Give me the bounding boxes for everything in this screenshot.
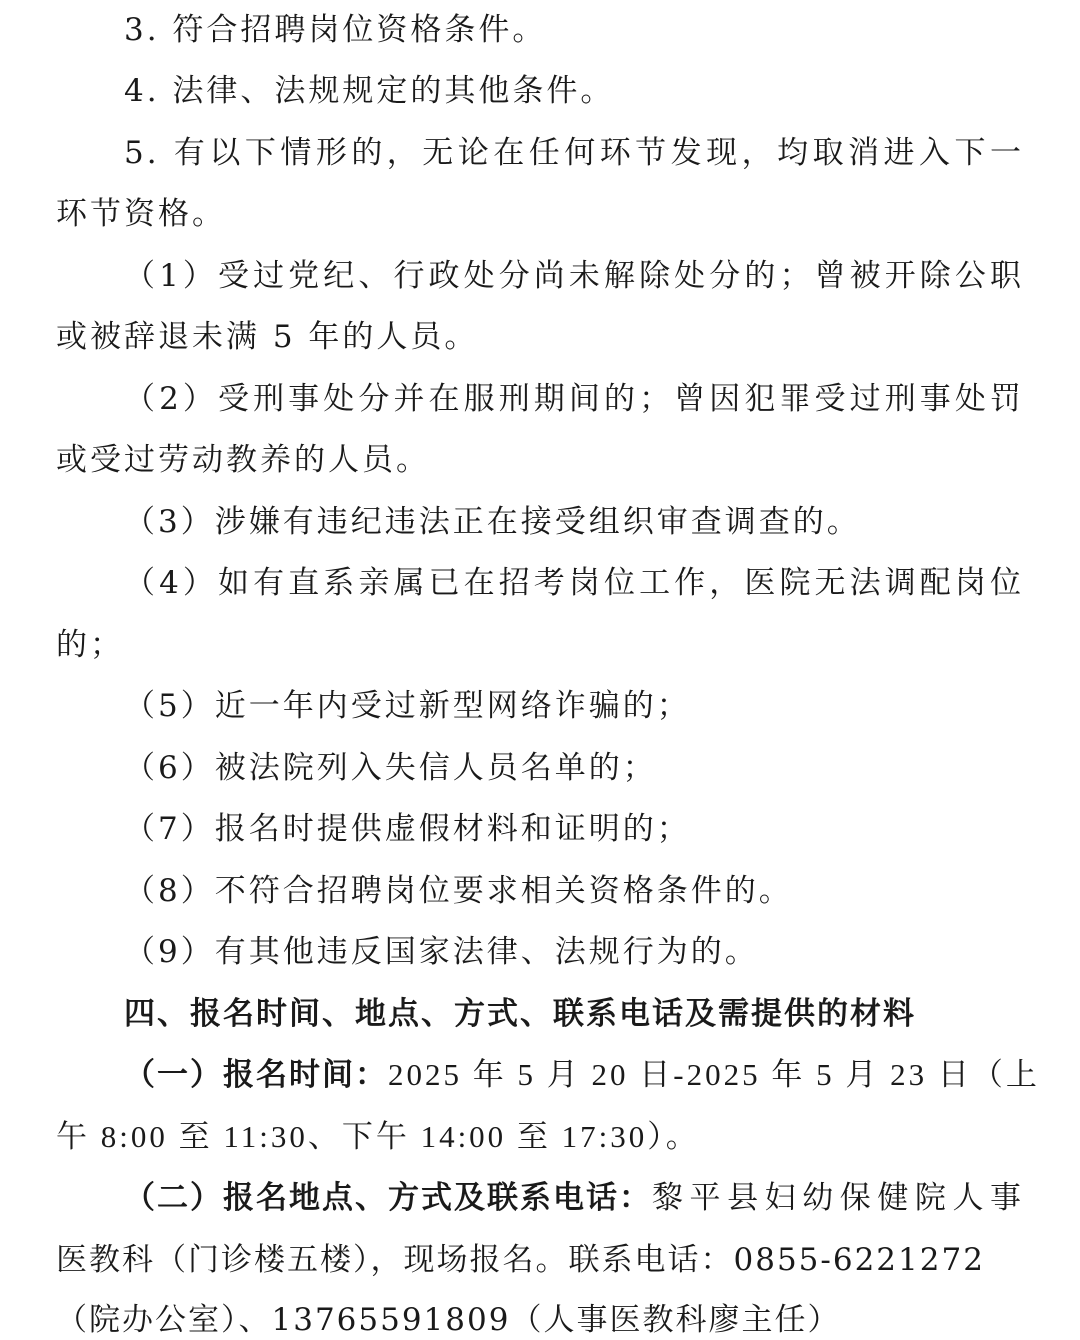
registration-place-line1 (124, 1178, 1024, 1218)
registration-time-line2: 午 8:00 至 11:30、下午 14:00 至 17:30）。 (56, 1119, 700, 1154)
exclusion-item-5: （5）近一年内受过新型网络诈骗的； (124, 688, 691, 724)
registration-time-label: （一）报名时间： (124, 1057, 388, 1093)
condition-item-3: 3. 符合招聘岗位资格条件。 (124, 12, 547, 48)
exclusion-item-4-line2: 的； (56, 627, 124, 663)
condition-item-5-line1: 5. 有以下情形的，无论在任何环节发现，均取消进入下一 (124, 135, 1024, 171)
registration-place-value: 黎平县妇幼保健院人事 (652, 1180, 1024, 1216)
registration-time-line1 (124, 1055, 1040, 1095)
exclusion-item-3: （3）涉嫌有违纪违法正在接受组织审查调查的。 (124, 504, 861, 540)
registration-place-label: （二）报名地点、方式及联系电话： (124, 1180, 652, 1216)
section-4-heading: 四、报名时间、地点、方式、联系电话及需提供的材料 (124, 996, 916, 1032)
exclusion-item-4-line1: （4）如有直系亲属已在招考岗位工作，医院无法调配岗位 (124, 565, 1024, 601)
condition-item-5-line2: 环节资格。 (56, 196, 226, 232)
exclusion-item-6: （6）被法院列入失信人员名单的； (124, 750, 657, 786)
exclusion-item-8: （8）不符合招聘岗位要求相关资格条件的。 (124, 873, 793, 909)
exclusion-item-2-line2: 或受过劳动教养的人员。 (56, 442, 430, 478)
exclusion-item-1-line2: 或被辞退未满 5 年的人员。 (56, 319, 479, 355)
exclusion-item-7: （7）报名时提供虚假材料和证明的； (124, 811, 691, 847)
exclusion-item-2-line1: （2）受刑事处分并在服刑期间的；曾因犯罪受过刑事处罚 (124, 381, 1024, 417)
registration-place-line2: 医教科（门诊楼五楼），现场报名。联系电话：0855-6221272 (56, 1242, 985, 1278)
exclusion-item-9: （9）有其他违反国家法律、法规行为的。 (124, 934, 759, 970)
exclusion-item-1-line1: （1）受过党纪、行政处分尚未解除处分的；曾被开除公职 (124, 258, 1024, 294)
registration-time-value: 2025 年 5 月 20 日-2025 年 5 月 23 日（上 (388, 1057, 1040, 1092)
registration-place-line3: （院办公室）、13765591809（人事医教科廖主任） (56, 1302, 841, 1338)
condition-item-4: 4. 法律、法规规定的其他条件。 (124, 73, 615, 109)
